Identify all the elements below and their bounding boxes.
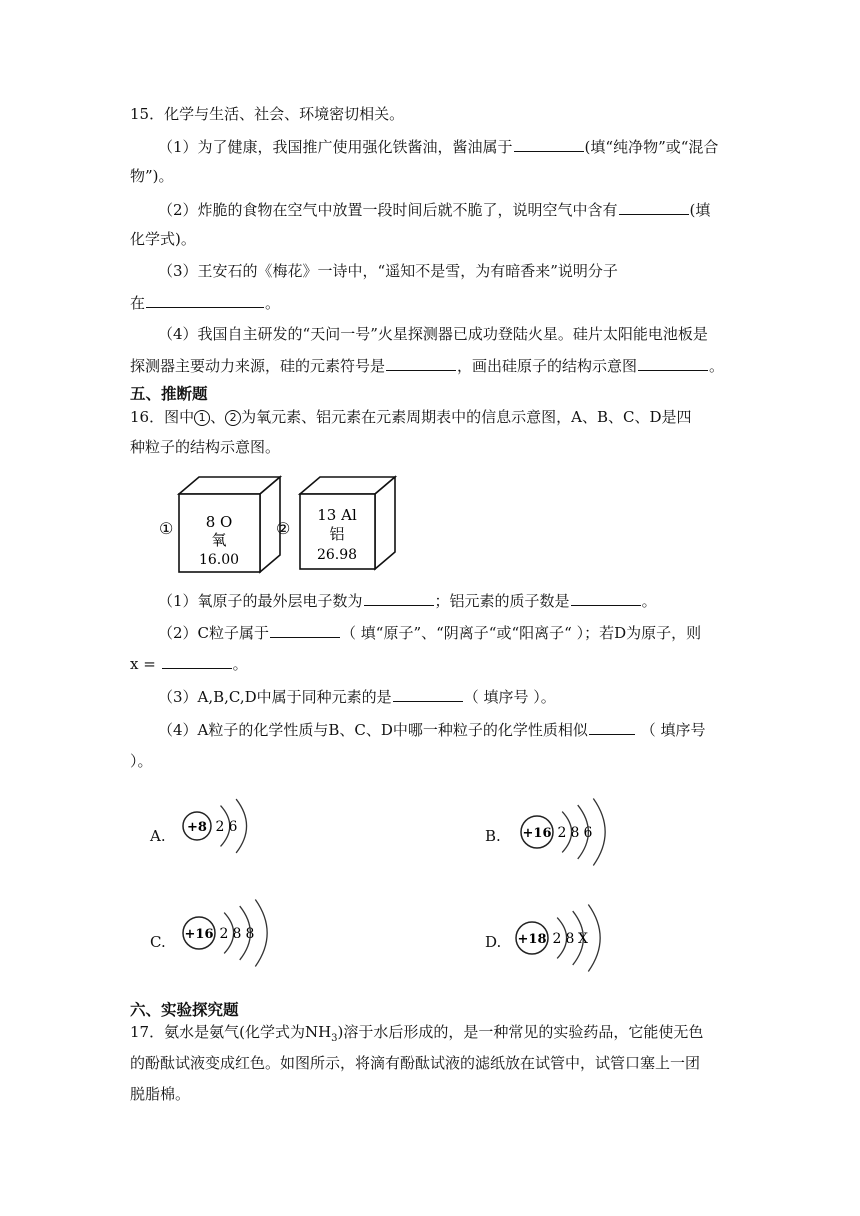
- q15-part2-line2: 化学式)。: [130, 230, 196, 248]
- aluminum-name: 铝: [329, 525, 345, 543]
- box1-label: ①: [159, 519, 174, 538]
- aluminum-element-box: [300, 477, 395, 569]
- q15-part4-line2: 探测器主要动力来源，硅的元素符号是 ，画出硅原子的结构示意图 。: [130, 357, 725, 375]
- q15-part1-line2: 物”)。: [130, 167, 174, 185]
- atom-diagram-b: [507, 782, 657, 882]
- answer-blank[interactable]: [270, 622, 340, 638]
- shell-electron-count: 2: [219, 926, 229, 942]
- atom-diagram-d: [502, 888, 652, 988]
- oxygen-mass: 16.00: [198, 552, 240, 568]
- answer-blank[interactable]: [571, 590, 641, 606]
- q16-part1: （1）氧原子的最外层电子数为 ；铝元素的质子数是 。: [158, 592, 657, 610]
- shell-electron-count: 8: [570, 825, 580, 841]
- oxygen-name: 氧: [211, 531, 227, 549]
- nucleus-charge: +16: [522, 826, 552, 841]
- element-boxes-figure: [155, 472, 400, 582]
- aluminum-mass: 26.98: [316, 547, 358, 563]
- electron-shell-arc: [588, 905, 600, 972]
- section-6-title: 六、实验探究题: [130, 1001, 239, 1019]
- shell-electron-count: 6: [583, 825, 593, 841]
- shell-electron-count: 8: [232, 926, 242, 942]
- electron-shell-arc: [236, 799, 246, 853]
- circled-number-1: 1: [194, 410, 210, 426]
- atom-diagram-a: [167, 776, 317, 876]
- q16-part2-line1: （2）C粒子属于 （ 填“原子”、“阴离子“或“阳离子“ ）；若D为原子，则: [158, 624, 702, 642]
- nucleus-charge: +8: [187, 820, 207, 835]
- answer-blank[interactable]: [364, 590, 434, 606]
- answer-blank[interactable]: [619, 199, 689, 215]
- answer-blank[interactable]: [393, 686, 463, 702]
- option-letter-a: A.: [150, 827, 166, 845]
- shell-electron-count: X: [578, 931, 588, 947]
- nucleus-charge: +18: [517, 932, 547, 947]
- electron-shell-arc: [255, 900, 267, 967]
- q16-stem-line2: 种粒子的结构示意图。: [130, 438, 281, 456]
- q16-part4-line1: （4）A粒子的化学性质与B、C、D中哪一种粒子的化学性质相似 （ 填序号: [158, 721, 706, 739]
- circled-number-2: 2: [225, 410, 241, 426]
- oxygen-element-box: [179, 477, 280, 572]
- shell-electron-count: 8: [245, 926, 255, 942]
- answer-blank[interactable]: [589, 719, 635, 735]
- shell-electron-count: 2: [557, 825, 567, 841]
- oxygen-number-symbol: 8 O: [205, 513, 233, 531]
- shell-electron-count: 8: [565, 931, 575, 947]
- q15-part4-line1: （4）我国自主研发的“天问一号”火星探测器已成功登陆火星。硅片太阳能电池板是: [158, 325, 708, 343]
- shell-electron-count: 2: [215, 819, 225, 835]
- atom-diagram-c: [169, 883, 319, 983]
- q15-stem: 15．化学与生活、社会、环境密切相关。: [130, 105, 405, 123]
- q16-part2-line2: x = 。: [130, 655, 248, 673]
- answer-blank[interactable]: [146, 292, 264, 308]
- option-letter-b: B.: [485, 827, 501, 845]
- q15-part3-line1: （3）王安石的《梅花》一诗中，“遥知不是雪，为有暗香来”说明分子: [158, 262, 618, 280]
- option-letter-d: D.: [485, 933, 502, 951]
- nucleus-charge: +16: [184, 927, 214, 942]
- q17-line1: 17．氨水是氨气(化学式为$NH_3$)溶于水后形成的，是一种常见的实验药品，它能使无色: [130, 1023, 704, 1044]
- q17-line3: 脱脂棉。: [130, 1085, 191, 1103]
- q17-line2: 的酚酞试液变成红色。如图所示，将滴有酚酞试液的滤纸放在试管中，试管口塞上一团: [130, 1054, 701, 1072]
- answer-blank[interactable]: [638, 355, 708, 371]
- q15-part1-line1: （1）为了健康，我国推广使用强化铁酱油，酱油属于 (填“纯净物”或“混合: [158, 138, 719, 156]
- shell-electron-count: 6: [228, 819, 238, 835]
- answer-blank[interactable]: [386, 355, 456, 371]
- q16-stem-line1: 16．图中 1 、 2 为氧元素、铝元素在元素周期表中的信息示意图，A、B、C、D是四: [130, 408, 692, 426]
- aluminum-number-symbol: 13 Al: [317, 506, 357, 524]
- section-5-title: 五、推断题: [130, 385, 208, 403]
- option-letter-c: C.: [150, 933, 166, 951]
- box2-label: ②: [276, 519, 291, 538]
- answer-blank[interactable]: [514, 136, 584, 152]
- q16-part4-line2: ）。: [130, 752, 153, 770]
- q16-part3: （3）A,B,C,D中属于同种元素的是 （ 填序号 ）。: [158, 688, 556, 706]
- q15-part3-line2: 在 。: [130, 294, 281, 312]
- q15-part2-line1: （2）炸脆的食物在空气中放置一段时间后就不脆了，说明空气中含有 (填: [158, 201, 711, 219]
- electron-shell-arc: [593, 799, 605, 866]
- answer-blank[interactable]: [162, 653, 232, 669]
- shell-electron-count: 2: [552, 931, 562, 947]
